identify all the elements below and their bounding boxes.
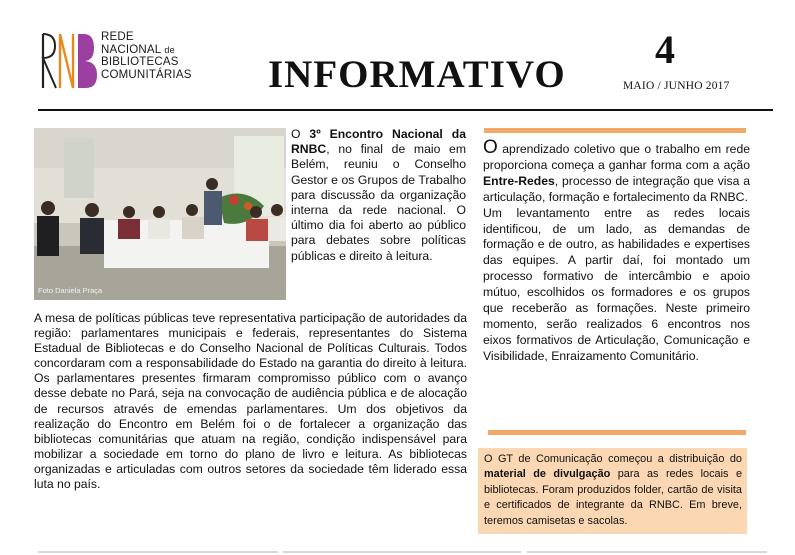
entre-redes-text-1: aprendizado coletivo que o trabalho em rede proporciona começa a ganhar forma com a ação [483,142,750,172]
gt-text-bold: material de divulgação [484,468,611,481]
logo-line-nacional: NACIONAL [101,43,161,56]
footer-rule-3 [527,551,767,553]
newsletter-title: INFORMATIVO [268,53,566,96]
dropcap: O [483,137,498,158]
logo-line-comunitarias: COMUNITÁRIAS [101,68,192,81]
logo-line-rede: REDE [101,31,134,43]
rnbc-logo-text [101,31,192,81]
entre-redes-bold: Entre-Redes [483,173,555,188]
logo-line-de: de [164,44,175,55]
entre-redes-paragraph-2: Um levantamento entre as redes locais identificou, de um lado, as demandas de formação e de outro, as habilidades e expertises das equipes. A partir daí, foi montado um processo formativo de intercâmbio e apoio mútuo, escolhidos os formadores e os grupos que receberão as formações. Neste primeiro momento, serão realizados 6 encontros nos eixos formativos de Articulação, Comunicação e Visibilidade, Enraizamento Comunitário. [483,205,750,363]
intro-bold: 3º Encontro Nacional da RNBC [291,127,466,157]
policy-paragraph: A mesa de políticas públicas teve representativa participação de autoridades da região: parlamentares municipais e federais, representantes do Sistema Estadual de Bibliotecas e do Conselho Nacional de Políticas Culturais. Todos concordaram com a responsabilidade do Estado na garantia do direito à leitura. Os parlamentares presentes firmaram compromisso público com o avanço desse debate no Pará, seja na convocação de audiência pública e de alocação de recursos através de emendas parlamentares. Um dos objetivos da realização do Encontro em Belém foi o de fortalecer a organização das bibliotecas comunitárias que atuam na região, condição indispensável para mobilizar a sociedade em torno do plano de livro e leitura. As bibliotecas organizadas e articuladas com outros setores da sociedade têm liderado essa luta no país. [34,311,467,492]
intro-rest: , no final de maio em Belém, reuniu o Conselho Gestor e os Grupos de Trabalho para discussão da organização interna da rede nacional. O último dia foi aberto ao público para debates sobre políticas públicas e direito à leitura. [291,142,466,263]
issue-date: MAIO / JUNHO 2017 [623,80,730,92]
gt-text-start: O GT de Comunicação começou a distribuição do [484,453,742,465]
logo-line-bibliotecas: BIBLIOTECAS [101,56,179,69]
intro-paragraph [291,127,466,264]
event-photo [34,128,286,300]
issue-number: 4 [655,27,675,72]
header-divider [38,109,773,111]
footer-rule-2 [283,551,521,553]
accent-bar-bottom [488,430,746,435]
gt-text-end: para as redes locais e bibliotecas. Foram produzidos folder, cartão de visita e certificados de integrante da RNBC. Em breve, teremos camisetas e sacolas. [484,468,742,527]
accent-bar-top [484,128,746,133]
policy-article [34,311,467,492]
gt-comunicacao-box [478,448,747,534]
rnbc-logo-mark [40,30,98,90]
entre-redes-article [483,137,750,365]
photo-credit: Foto Daniela Praça [38,286,103,295]
intro-lead: O [291,127,310,141]
footer-rule-1 [38,551,278,553]
entre-redes-text-2: , processo de integração que visa a articulação, formação e fortalecimento da RNBC. [483,173,750,204]
